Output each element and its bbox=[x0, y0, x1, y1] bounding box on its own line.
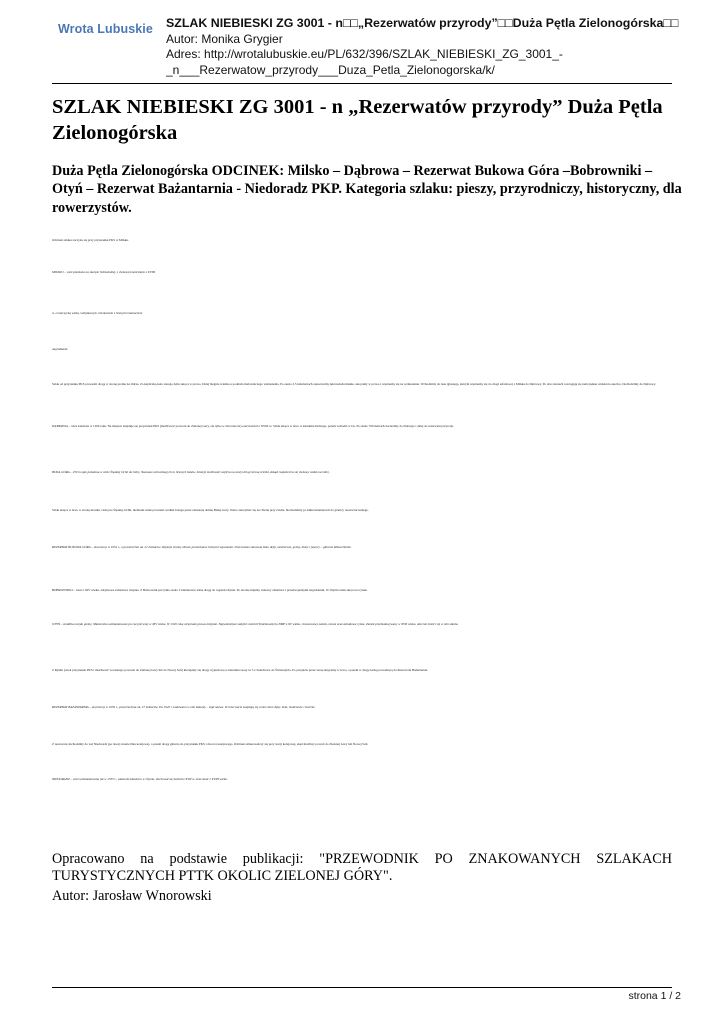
header-title: SZLAK NIEBIESKI ZG 3001 - n□□„Rezerwatów przyrody”□□Duża Pętla Zielonogórska□□ bbox=[166, 16, 679, 30]
source-note: Opracowano na podstawie publikacji: "PRZEWODNIK PO ZNAKOWANYCH SZLAKACH TURYSTYCZNYCH PTTK OKOLIC ZIELONEJ GÓRY". bbox=[52, 851, 672, 885]
paragraph: w. z mszczycką wieżą i zabytkowym cmentarzem z licznymi nieznacznie bbox=[52, 311, 143, 315]
paragraph: OTYŃ – siedziba urzędu gminy. Miasteczko wzmiankowane po raz pierwszy w XIV wieku. W 1329 roku otrzymało prawa miejskie. Najważniejsze zabytki: kościół Wniebowzięcia NMP z XV wieku, renesansowy zamek, ratusz oraz zabudowa rynku. Zamek przebudowywany w XVII wieku, obecnie mieści się w nim szkoła. bbox=[52, 622, 459, 626]
paragraph: Z Rynku (obok przystanek PKS i możliwość wczesnego powrotu do Zielonej Góry lub do Nowej Soli) kierujemy się drogą wyjazdową w kierunku szosy nr 3 z Sulechowa do Świnoujścia. Po przejściu przez szosę skręcamy w lewo, a potem w drogę leśną prowadzącą do Rezerwatu Bażantarnia. bbox=[52, 668, 428, 672]
paragraph: BOBROWNIKI – wieś z XIV wieku, zabytkowa zabudowa wiejska. Z Bobrownik jest tylko około 2 kilometrów leśną drogą do rogatek Otynia. Po drodze mijamy ciekawy cmentarz z przedwojennymi nagrobkami. W Otyniu szlak skręca na rynek. bbox=[52, 588, 368, 592]
paragraph: REZERWAT BAŻANTARNIA – utworzony w 1959 r., powierzchnia ok. 27 hektarów. Do 1945 r. hodowano w nim bażanty – stąd nazwa. W rezerwacie znajdują się cenne stare dęby, buki, modrzewie i świerki. bbox=[52, 705, 316, 709]
header-meta bbox=[166, 16, 725, 78]
paragraph: MILSKO – wieś położona na skarpie Odrzańskiej, z ciekawym kościołem z XVIII bbox=[52, 270, 155, 274]
wrota-lubuskie-logo[interactable]: Wrota Lubuskie bbox=[58, 22, 153, 36]
paragraph: BUKA GÓRA – 250 m npm położona w oście Śląskiej Ochli do Odry. Nazwane od kwitnących tu licznych buków. Istnieje możliwość wejścia na szczyt drugi stroną ścieżki, dokąd rozpościera się ciekawy widok na Odrę. bbox=[52, 470, 330, 474]
source-author: Autor: Jarosław Wnorowski bbox=[52, 888, 212, 904]
paragraph: nagrobkami. bbox=[52, 347, 69, 351]
header-author: Autor: Monika Grygier bbox=[166, 31, 283, 46]
paragraph: Szlak skręca w lewo w stronę mostku i dalej na Śląskiej Ochli, niebieski szlak prowadzi wzdłuż brzegu przez zalesioną dolinę Białej Góry. Warto zatrzymać się na chwilę przy źródle. Dochodzimy po kilku kilometrach do granicy rezerwatu leśnego. bbox=[52, 508, 369, 512]
header-address: Adres: http://wrotalubuskie.eu/PL/632/396/SZLAK_NIEBIESKI_ZG_3001_-_n___Rezerwatow_przyrody___Duza_Petla_Zielonogorska/k/ bbox=[166, 47, 563, 77]
paragraph: DĄBROWA – wieś założona w 1300 roku. Na miejscu znajduje się przystanek PKS (możliwość powrotu do Zielonej Góry, ale tylko w dni robocze) oraz kościół z XVIII w. Szlak skręca w lewo w kierunku Dobrego, potem wchodzi w las. Po około 700 metrach docieramy do Dobrego i dalej do rezerwatu przyrody. bbox=[52, 424, 454, 428]
footer-divider bbox=[52, 987, 672, 988]
paragraph: Szlak od przystanku PKS prowadzi drogą w stronę promu na Odrze. Za kapliczką koło starego dębu skręca w prawo. Dalej biegnie ścieżką u podnóża malowniczego wzniesienia. Po około 2,5 kilometrach opuszczamy łąki nadodrzańskie, skręcamy w prawo i wspinamy się na wzniesienie. Wchodzimy do lasu iglastego, którym wspinamy się do drogi asfaltowej z Milska do Dąbrowy. Po obu stronach rozciągają się nam piękne widoki na okolicę. Dochodzimy do Dąbrowy. bbox=[52, 382, 657, 386]
paragraph: Z rezerwatu dochodzimy do wsi Niedoradz (po lewej stronie linia kolejowa), a potem drogą główną do przystanku PKS i dworca kolejowego. Odcinek szlaku kończy się przy stacji kolejowej, skąd możliwy powrót do Zielonej Góry lub Nowej Soli. bbox=[52, 742, 369, 746]
paragraph: NIEDORADZ – wieś wzmiankowana już w 1335 r., własność klasztoru w Otyniu. Zachował się kościół z XVII w. oraz dwór z XVIII wieku. bbox=[52, 777, 228, 781]
page-header bbox=[0, 0, 725, 84]
document-title: SZLAK NIEBIESKI ZG 3001 - n „Rezerwatów przyrody” Duża Pętla Zielonogórska bbox=[52, 96, 663, 144]
header-divider bbox=[52, 83, 672, 84]
document-subtitle: Duża Pętla Zielonogórska ODCINEK: Milsko – Dąbrowa – Rezerwat Bukowa Góra –Bobrowniki – Otyń – Rezerwat Bażantarnia - Niedoradz PKP. Kategoria szlaku: pieszy, przyrodniczy, historyczny, dla rowerzystów. bbox=[52, 163, 682, 216]
paragraph: Odcinek szlaku zaczyna się przy przystanku PKS w Milsku. bbox=[52, 238, 129, 242]
page-number: strona 1 / 2 bbox=[628, 990, 681, 1002]
paragraph: REZERWAT BUKOWA GÓRA – utworzony w 1954 r., o powierzchni ok. 21 hektarów. Zajmuje stromy zbocze porozcinane licznymi wąwozami. Drzewostan stanowią buki, dęby, modrzewie, graby, klony i jawory – głównie kilkusetletnie. bbox=[52, 545, 352, 549]
